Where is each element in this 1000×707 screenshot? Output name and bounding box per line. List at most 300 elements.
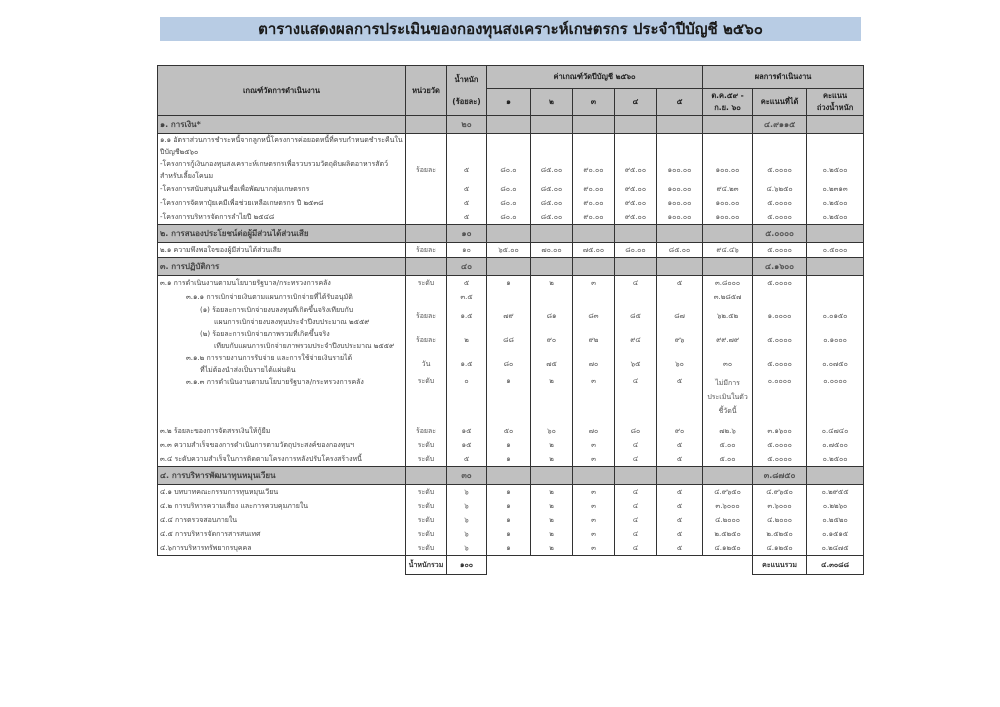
level-4-cell: ๙๔ xyxy=(615,328,657,352)
level-4-cell: ๔ xyxy=(615,541,657,556)
weight-cell: ๕ xyxy=(447,182,487,196)
weighted-cell: ๐.๑๐๐๐ xyxy=(807,328,864,352)
weighted-cell: ๐.๒๕๒๐ xyxy=(807,513,864,527)
section-blank-cell xyxy=(703,258,753,276)
level-1-cell: ๑ xyxy=(487,276,531,291)
weight-cell: ๒ xyxy=(447,328,487,352)
total-weight-label: น้ำหนักรวม xyxy=(406,556,447,575)
criteria-cell xyxy=(158,424,406,438)
section-unit xyxy=(406,467,447,485)
level-1-cell: ๘๐.๐ xyxy=(487,158,531,182)
section-blank-cell xyxy=(703,116,753,134)
level-1-cell: ๑ xyxy=(487,541,531,556)
level-2-cell: ๘๕.๐๐ xyxy=(531,182,573,196)
level-4-cell: ๙๕.๐๐ xyxy=(615,196,657,210)
header-weight-line2: (ร้อยละ) xyxy=(452,96,481,106)
level-3-cell: ๗๕.๐๐ xyxy=(573,243,615,258)
level-2-cell xyxy=(531,134,573,159)
level-1-cell: ๑ xyxy=(487,499,531,513)
section-blank-cell xyxy=(657,116,703,134)
level-4-cell: ๔ xyxy=(615,276,657,291)
criteria-text: ๓.๒ ร้อยละของการจัดสรรเงินให้กู้ยืม xyxy=(160,427,271,435)
unit-cell: ระดับ xyxy=(406,276,447,291)
unit-cell: ร้อยละ xyxy=(406,424,447,438)
level-3-cell: ๓ xyxy=(573,527,615,541)
level-2-cell: ๗๐.๐๐ xyxy=(531,243,573,258)
level-2-cell: ๒ xyxy=(531,452,573,467)
section-blank-cell xyxy=(615,467,657,485)
level-3-cell: ๓ xyxy=(573,499,615,513)
header-level-1: ๑ xyxy=(487,89,531,116)
actual-cell: ไม่มีการประเมินในตัวชี้วัดนี้ xyxy=(703,376,753,424)
weight-cell xyxy=(447,134,487,159)
level-2-cell: ๒ xyxy=(531,276,573,291)
criteria-text: ๔.๒ การบริหารความเสี่ยง และการควบคุมภายใน xyxy=(160,502,309,510)
level-5-cell: ๙๐ xyxy=(657,424,703,438)
level-3-cell: ๓ xyxy=(573,485,615,500)
table-row xyxy=(158,424,864,438)
criteria-cell xyxy=(158,158,406,182)
weight-cell: ๑๐ xyxy=(447,243,487,258)
section-score: ๕.๐๐๐๐ xyxy=(753,225,807,243)
criteria-cell xyxy=(158,210,406,225)
header-weighted xyxy=(807,89,864,116)
table-row xyxy=(158,376,864,424)
weight-cell: ๖ xyxy=(447,499,487,513)
actual-cell: ๔.๑๒๕๐ xyxy=(703,541,753,556)
section-weight: ๒๐ xyxy=(447,116,487,134)
level-5-cell xyxy=(657,134,703,159)
section-score: ๓.๘๗๕๐ xyxy=(753,467,807,485)
header-level-4: ๔ xyxy=(615,89,657,116)
totals-row xyxy=(158,556,864,575)
section-unit xyxy=(406,116,447,134)
table-row xyxy=(158,134,864,159)
score-cell: ๐.๐๐๐๐ xyxy=(753,376,807,424)
level-3-cell: ๓ xyxy=(573,513,615,527)
level-5-cell: ๕ xyxy=(657,276,703,291)
score-cell: ๓.๑๖๐๐ xyxy=(753,424,807,438)
level-1-cell: ๑ xyxy=(487,513,531,527)
criteria-cell xyxy=(158,485,406,500)
level-1-cell: ๑ xyxy=(487,485,531,500)
level-2-cell xyxy=(531,290,573,304)
section-header-row xyxy=(158,225,864,243)
unit-cell: ระดับ xyxy=(406,485,447,500)
level-4-cell: ๘๐ xyxy=(615,424,657,438)
level-2-cell: ๒ xyxy=(531,541,573,556)
level-3-cell: ๗๐ xyxy=(573,424,615,438)
section-blank-cell xyxy=(487,467,531,485)
header-unit: หน่วยวัด xyxy=(406,66,447,116)
score-cell: ๔.๒๐๐๐ xyxy=(753,513,807,527)
level-4-cell: ๘๐.๐๐ xyxy=(615,243,657,258)
level-5-cell: ๑๐๐.๐๐ xyxy=(657,210,703,225)
weighted-cell: ๐.๐๑๕๐ xyxy=(807,304,864,328)
score-cell: ๒.๕๒๕๐ xyxy=(753,527,807,541)
table-row xyxy=(158,304,864,328)
weight-cell: ๐ xyxy=(447,376,487,424)
unit-cell: ร้อยละ xyxy=(406,158,447,182)
level-3-cell: ๙๐.๐๐ xyxy=(573,182,615,196)
criteria-text: ๔.๖การบริหารทรัพยากรบุคคล xyxy=(160,544,252,552)
table-row xyxy=(158,196,864,210)
weight-cell: ๖ xyxy=(447,527,487,541)
section-blank-cell xyxy=(703,467,753,485)
level-2-cell: ๙๐ xyxy=(531,328,573,352)
section-unit xyxy=(406,225,447,243)
level-5-cell: ๕ xyxy=(657,438,703,452)
weighted-cell: ๐.๕๐๐๐ xyxy=(807,243,864,258)
level-5-cell: ๑๐๐.๐๐ xyxy=(657,158,703,182)
weighted-cell: ๐.๐๐๐๐ xyxy=(807,376,864,424)
header-weighted-line2: ถ่วงน้ำหนัก xyxy=(816,103,854,112)
score-cell: ๕.๐๐๐๐ xyxy=(753,196,807,210)
weight-cell: ๖ xyxy=(447,513,487,527)
section-header-row xyxy=(158,258,864,276)
level-3-cell: ๓ xyxy=(573,541,615,556)
header-criteria: เกณฑ์วัดการดำเนินงาน xyxy=(158,66,406,116)
criteria-text: ๒.๑ ความพึงพอใจของผู้มีส่วนได้ส่วนเสีย xyxy=(160,246,281,254)
unit-cell: ระดับ xyxy=(406,527,447,541)
header-results-group: ผลการดำเนินงาน xyxy=(703,66,864,89)
actual-cell: ๙๔.๔๖ xyxy=(703,243,753,258)
header-row-1 xyxy=(158,66,864,89)
level-3-cell: ๙๐.๐๐ xyxy=(573,196,615,210)
unit-cell: ร้อยละ xyxy=(406,304,447,328)
unit-cell xyxy=(406,290,447,304)
actual-cell: ๗๒.๖ xyxy=(703,424,753,438)
level-1-cell: ๘๐ xyxy=(487,352,531,376)
criteria-text: ๓.๓ ความสำเร็จของการดำเนินการตามวัตถุประสงค์ของกองทุนฯ xyxy=(160,441,355,449)
table-row xyxy=(158,158,864,182)
actual-cell: ๓.๘๐๐๐ xyxy=(703,276,753,291)
level-3-cell: ๘๓ xyxy=(573,304,615,328)
total-score-label: คะแนนรวม xyxy=(753,556,807,575)
level-3-cell xyxy=(573,290,615,304)
level-5-cell: ๑๐๐.๐๐ xyxy=(657,182,703,196)
actual-cell: ๕.๐๐ xyxy=(703,438,753,452)
level-3-cell: ๓ xyxy=(573,452,615,467)
criteria-text: ๔.๔ การตรวจสอบภายใน xyxy=(160,516,238,524)
level-5-cell: ๕ xyxy=(657,513,703,527)
level-2-cell: ๖๐ xyxy=(531,424,573,438)
level-5-cell: ๕ xyxy=(657,376,703,424)
level-1-cell: ๘๐.๐ xyxy=(487,196,531,210)
level-1-cell: ๑ xyxy=(487,438,531,452)
actual-cell xyxy=(703,134,753,159)
table-row xyxy=(158,485,864,500)
criteria-cell xyxy=(158,376,406,424)
level-2-cell: ๒ xyxy=(531,513,573,527)
weighted-cell xyxy=(807,290,864,304)
unit-cell xyxy=(406,196,447,210)
unit-cell: ระดับ xyxy=(406,499,447,513)
section-blank-cell xyxy=(531,225,573,243)
weight-cell: ๑๕ xyxy=(447,424,487,438)
header-actual-line1: ต.ค.๕๙ - xyxy=(711,91,744,100)
actual-cell: ๑๐๐.๐๐ xyxy=(703,196,753,210)
level-2-cell: ๘๕.๐๐ xyxy=(531,210,573,225)
unit-cell xyxy=(406,134,447,159)
weighted-cell: ๐.๒๙๕๕ xyxy=(807,485,864,500)
section-weighted xyxy=(807,467,864,485)
criteria-cell xyxy=(158,304,406,328)
level-4-cell: ๔ xyxy=(615,485,657,500)
criteria-cell xyxy=(158,290,406,304)
section-label: ๑. การเงิน* xyxy=(158,116,406,134)
score-cell: ๕.๐๐๐๐ xyxy=(753,243,807,258)
section-blank-cell xyxy=(573,467,615,485)
level-2-cell: ๘๕.๐๐ xyxy=(531,158,573,182)
weight-cell: ๑๕ xyxy=(447,438,487,452)
section-header-row xyxy=(158,116,864,134)
table-body xyxy=(158,116,864,575)
level-1-cell: ๗๙ xyxy=(487,304,531,328)
weight-cell: ๕ xyxy=(447,452,487,467)
actual-cell: ๓.๒๘๕๗ xyxy=(703,290,753,304)
actual-cell: ๑๐๐.๐๐ xyxy=(703,158,753,182)
criteria-text: ๓.๑ การดำเนินงานตามนโยบายรัฐบาล/กระทรวงการคลัง xyxy=(160,279,331,287)
header-level-3: ๓ xyxy=(573,89,615,116)
criteria-cell xyxy=(158,182,406,196)
level-5-cell: ๘๕.๐๐ xyxy=(657,243,703,258)
header-actual-line2: ก.ย. ๖๐ xyxy=(714,103,741,112)
criteria-text: ๓.๔ ระดับความสำเร็จในการติดตามโครงการหลังปรับโครงสร้างหนี้ xyxy=(160,455,362,463)
weight-cell: ๓.๕ xyxy=(447,290,487,304)
section-label: ๓. การปฏิบัติการ xyxy=(158,258,406,276)
totals-blank xyxy=(158,556,406,575)
weight-cell: ๖ xyxy=(447,541,487,556)
unit-cell: ระดับ xyxy=(406,376,447,424)
weight-cell: ๕ xyxy=(447,210,487,225)
level-5-cell: ๕ xyxy=(657,452,703,467)
actual-cell: ๖๒.๕๒ xyxy=(703,304,753,328)
weight-cell: ๑.๕ xyxy=(447,304,487,328)
criteria-text: ๑.๑ อัตราส่วนการชำระหนี้จากลูกหนี้โครงการค่อยอดหนี้ที่ครบกำหนดชำระคืนในปีบัญชี๒๕๖๐ xyxy=(160,136,403,156)
table-row xyxy=(158,499,864,513)
weight-cell: ๖ xyxy=(447,485,487,500)
criteria-cell xyxy=(158,276,406,291)
weighted-cell xyxy=(807,276,864,291)
level-4-cell: ๔ xyxy=(615,452,657,467)
actual-cell: ๓๐ xyxy=(703,352,753,376)
section-score: ๔.๑๖๐๐ xyxy=(753,258,807,276)
score-cell: ๔.๑๒๕๐ xyxy=(753,541,807,556)
unit-cell: ร้อยละ xyxy=(406,243,447,258)
criteria-continuation: ที่ไม่ต้องนำส่งเป็นรายได้แผ่นดิน xyxy=(200,366,296,374)
total-score-value: ๔.๓๐๘๘ xyxy=(807,556,864,575)
criteria-cell xyxy=(158,134,406,159)
weighted-cell: ๐.๒๕๐๐ xyxy=(807,158,864,182)
header-level-5: ๕ xyxy=(657,89,703,116)
section-blank-cell xyxy=(657,467,703,485)
weighted-cell: ๐.๑๕๑๕ xyxy=(807,527,864,541)
section-blank-cell xyxy=(615,258,657,276)
header-targets-group: ค่าเกณฑ์วัดปีบัญชี ๒๕๖๐ xyxy=(487,66,703,89)
actual-cell: ๙๙.๗๙ xyxy=(703,328,753,352)
section-blank-cell xyxy=(487,258,531,276)
table-row xyxy=(158,290,864,304)
weight-cell: ๕ xyxy=(447,158,487,182)
level-4-cell: ๔ xyxy=(615,438,657,452)
criteria-text: ๓.๑.๒ การรายงานการรับจ่าย และการใช้จ่ายเงินรายได้ xyxy=(186,354,353,362)
criteria-cell xyxy=(158,196,406,210)
level-3-cell: ๙๒ xyxy=(573,328,615,352)
score-cell: ๓.๖๐๐๐ xyxy=(753,499,807,513)
level-1-cell: ๘๐.๐ xyxy=(487,182,531,196)
criteria-cell xyxy=(158,452,406,467)
section-score: ๔.๙๑๑๕ xyxy=(753,116,807,134)
section-blank-cell xyxy=(531,258,573,276)
criteria-text: (๑) ร้อยละการเบิกจ่ายงบลงทุนที่เกิดขึ้นจริงเทียบกับ xyxy=(200,306,354,314)
section-blank-cell xyxy=(531,116,573,134)
table-row xyxy=(158,276,864,291)
level-2-cell: ๗๕ xyxy=(531,352,573,376)
weighted-cell: ๐.๒๕๐๐ xyxy=(807,210,864,225)
totals-spacer xyxy=(487,556,753,575)
score-cell: ๔.๙๖๕๐ xyxy=(753,485,807,500)
table-row xyxy=(158,541,864,556)
unit-cell xyxy=(406,182,447,196)
page-title xyxy=(160,17,861,41)
section-blank-cell xyxy=(573,225,615,243)
level-3-cell: ๓ xyxy=(573,376,615,424)
unit-cell: ระดับ xyxy=(406,452,447,467)
weighted-cell: ๐.๗๕๐๐ xyxy=(807,438,864,452)
criteria-text: ๓.๑.๓ การดำเนินงานตามนโยบายรัฐบาล/กระทรวงการคลัง xyxy=(186,378,364,386)
criteria-text: -โครงการกู้เงินกองทุนสงเคราะห์เกษตรกรเพื่อรวบรวมวัตถุดิบผลิตอาหารสัตว์สำหรับเลี้ยงโคนม xyxy=(160,160,389,180)
weighted-cell: ๐.๔๗๔๐ xyxy=(807,424,864,438)
criteria-continuation: เทียบกับแผนการเบิกจ่ายภาพรวมประจำปีงบประมาณ ๒๕๕๙ xyxy=(214,342,395,350)
level-4-cell: ๙๕.๐๐ xyxy=(615,182,657,196)
score-cell: ๔.๖๒๕๐ xyxy=(753,182,807,196)
level-2-cell: ๘๑ xyxy=(531,304,573,328)
table-row xyxy=(158,352,864,376)
section-blank-cell xyxy=(573,116,615,134)
level-1-cell: ๘๐.๐ xyxy=(487,210,531,225)
section-label: ๔. การบริหารพัฒนาทุนหมุนเวียน xyxy=(158,467,406,485)
criteria-cell xyxy=(158,513,406,527)
unit-cell: ระดับ xyxy=(406,438,447,452)
level-4-cell xyxy=(615,134,657,159)
weight-cell: ๕ xyxy=(447,196,487,210)
level-5-cell: ๕ xyxy=(657,485,703,500)
section-blank-cell xyxy=(487,116,531,134)
section-blank-cell xyxy=(703,225,753,243)
criteria-continuation: แผนการเบิกจ่ายงบลงทุนประจำปีงบประมาณ ๒๕๕๙ xyxy=(214,318,370,326)
level-1-cell xyxy=(487,134,531,159)
section-blank-cell xyxy=(615,225,657,243)
table-row xyxy=(158,438,864,452)
table-row xyxy=(158,513,864,527)
table-row xyxy=(158,527,864,541)
table-row xyxy=(158,243,864,258)
score-cell: ๕.๐๐๐๐ xyxy=(753,438,807,452)
level-3-cell: ๙๐.๐๐ xyxy=(573,158,615,182)
level-4-cell: ๔ xyxy=(615,376,657,424)
level-1-cell: ๑ xyxy=(487,376,531,424)
section-weight: ๓๐ xyxy=(447,467,487,485)
criteria-cell xyxy=(158,438,406,452)
criteria-text: -โครงการจัดหาปุ๋ยเคมีเพื่อช่วยเหลือเกษตรกร ปี ๒๕๓๘ xyxy=(160,199,324,207)
unit-cell xyxy=(406,210,447,225)
weighted-cell: ๐.๒๕๐๐ xyxy=(807,196,864,210)
criteria-text: -โครงการบริหารจัดการลำไยปี ๒๕๔๘ xyxy=(160,213,275,221)
level-3-cell: ๓ xyxy=(573,438,615,452)
score-cell: ๕.๐๐๐๐ xyxy=(753,158,807,182)
header-weighted-line1: คะแนน xyxy=(823,91,848,100)
level-4-cell: ๔ xyxy=(615,499,657,513)
level-4-cell xyxy=(615,290,657,304)
criteria-cell xyxy=(158,328,406,352)
actual-cell: ๙๔.๒๓ xyxy=(703,182,753,196)
header-weight-line1: น้ำหนัก xyxy=(454,74,479,84)
weighted-cell: ๐.๒๕๐๐ xyxy=(807,452,864,467)
header-level-2: ๒ xyxy=(531,89,573,116)
actual-cell: ๒.๕๒๕๐ xyxy=(703,527,753,541)
weighted-cell: ๐.๒๒๖๐ xyxy=(807,499,864,513)
section-blank-cell xyxy=(657,258,703,276)
table-row xyxy=(158,210,864,225)
criteria-text: -โครงการสนับสนุนสินเชื่อเพื่อพัฒนากลุ่มเกษตรกร xyxy=(160,185,310,193)
level-5-cell: ๕ xyxy=(657,499,703,513)
weight-cell: ๕ xyxy=(447,276,487,291)
actual-cell: ๔.๙๖๕๐ xyxy=(703,485,753,500)
weighted-cell: ๐.๒๓๑๓ xyxy=(807,182,864,196)
actual-cell: ๔.๒๐๐๐ xyxy=(703,513,753,527)
level-4-cell: ๙๕.๐๐ xyxy=(615,210,657,225)
level-1-cell xyxy=(487,290,531,304)
score-cell: ๑.๐๐๐๐ xyxy=(753,304,807,328)
criteria-text: (๒) ร้อยละการเบิกจ่ายภาพรวมที่เกิดขึ้นจริง xyxy=(200,330,330,338)
score-cell xyxy=(753,290,807,304)
score-cell: ๕.๐๐๐๐ xyxy=(753,276,807,291)
evaluation-table xyxy=(157,65,864,575)
level-3-cell: ๓ xyxy=(573,276,615,291)
score-cell: ๕.๐๐๐๐ xyxy=(753,328,807,352)
level-3-cell: ๗๐ xyxy=(573,352,615,376)
header-actual xyxy=(703,89,753,116)
weighted-cell xyxy=(807,134,864,159)
actual-cell: ๓.๖๐๐๐ xyxy=(703,499,753,513)
table-row xyxy=(158,328,864,352)
section-blank-cell xyxy=(573,258,615,276)
level-3-cell xyxy=(573,134,615,159)
level-1-cell: ๑ xyxy=(487,452,531,467)
section-blank-cell xyxy=(531,467,573,485)
actual-cell: ๕.๐๐ xyxy=(703,452,753,467)
level-5-cell xyxy=(657,290,703,304)
criteria-text: ๓.๑.๑ การเบิกจ่ายเงินตามแผนการเบิกจ่ายที่ได้รับอนุมัติ xyxy=(186,293,353,301)
level-5-cell: ๕ xyxy=(657,541,703,556)
score-cell: ๕.๐๐๐๐ xyxy=(753,452,807,467)
unit-cell: ระดับ xyxy=(406,513,447,527)
header-weight xyxy=(447,66,487,116)
section-weight: ๑๐ xyxy=(447,225,487,243)
section-header-row xyxy=(158,467,864,485)
criteria-text: ๔.๕ การบริหารจัดการสารสนเทศ xyxy=(160,530,261,538)
level-4-cell: ๖๕ xyxy=(615,352,657,376)
level-5-cell: ๑๐๐.๐๐ xyxy=(657,196,703,210)
level-2-cell: ๒ xyxy=(531,527,573,541)
section-blank-cell xyxy=(487,225,531,243)
level-2-cell: ๒ xyxy=(531,376,573,424)
level-5-cell: ๕ xyxy=(657,527,703,541)
unit-cell: ร้อยละ xyxy=(406,328,447,352)
unit-cell: ระดับ xyxy=(406,541,447,556)
criteria-cell xyxy=(158,352,406,376)
